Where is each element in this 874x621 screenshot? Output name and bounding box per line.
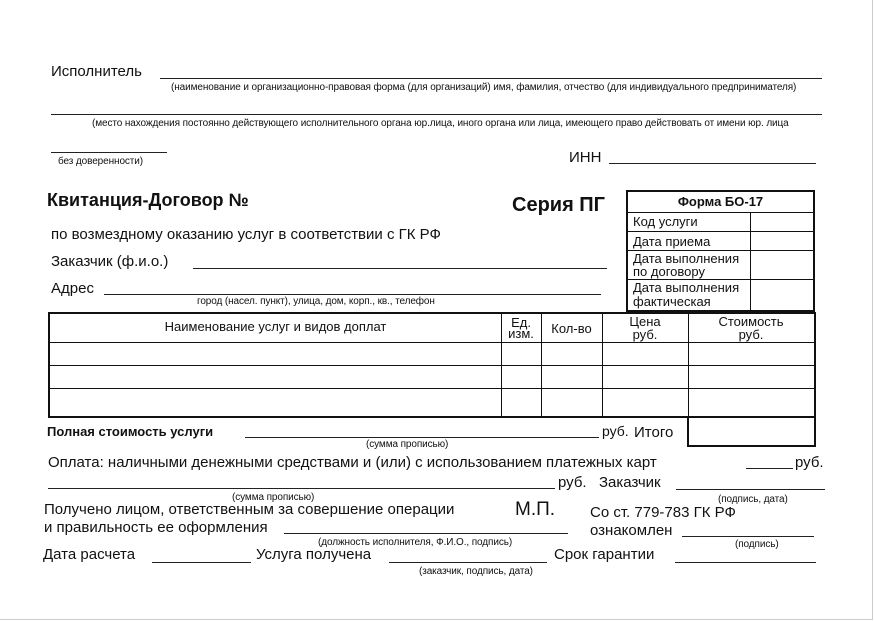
- customer-name-label: Заказчик (ф.и.о.): [51, 253, 169, 270]
- form-row-label: Дата выполнения: [633, 251, 740, 266]
- itogo-label: Итого: [634, 424, 674, 441]
- form-row-label-2: по договору: [633, 264, 705, 279]
- received-sign-field[interactable]: [284, 533, 568, 534]
- executor-label: Исполнитель: [51, 63, 142, 80]
- header-unit-2: изм.: [508, 326, 534, 341]
- payment-customer-sign-field[interactable]: [676, 489, 825, 490]
- form-row-label: Код услуги: [633, 214, 698, 229]
- full-cost-label: Полная стоимость услуги: [47, 424, 214, 439]
- full-cost-caption: (сумма прописью): [366, 439, 449, 450]
- payment-words-field[interactable]: [48, 488, 555, 489]
- law-sign-field[interactable]: [682, 536, 814, 537]
- received-line-2: и правильность ее оформления: [44, 519, 268, 536]
- row-divider: [50, 388, 814, 389]
- executor-location-caption: (место нахождения постоянно действующего исполнительного органа юр.лица, иного органа или лица, имеющего право действовать от имени юр. лица: [92, 118, 789, 129]
- service-received-field[interactable]: [389, 562, 547, 563]
- executor-name-line[interactable]: [160, 78, 822, 79]
- services-table: [48, 312, 816, 418]
- receipt-title: Квитанция-Договор №: [47, 190, 249, 210]
- address-caption: город (насел. пункт), улица, дом, корп., кв., телефон: [197, 296, 435, 307]
- form-row-planned-date[interactable]: [628, 251, 813, 280]
- form-row-service-code[interactable]: [628, 212, 813, 232]
- inn-label: ИНН: [569, 149, 602, 166]
- law-sign-caption: (подпись): [735, 539, 779, 550]
- subtitle: по возмездному оказанию услуг в соответствии с ГК РФ: [51, 226, 441, 243]
- form-row-accept-date[interactable]: [628, 232, 813, 251]
- header-divider: [50, 342, 814, 343]
- full-cost-rub: руб.: [602, 423, 629, 439]
- stamp-mp: М.П.: [515, 499, 556, 520]
- warranty-label: Срок гарантии: [554, 546, 655, 563]
- header-unit: Ед.: [511, 315, 531, 330]
- series-label: Серия ПГ: [512, 194, 606, 216]
- header-service-name: Наименование услуг и видов доплат: [164, 319, 387, 334]
- calc-date-label: Дата расчета: [43, 546, 136, 563]
- header-cost-2: руб.: [738, 327, 764, 342]
- payment-amount-field[interactable]: [746, 468, 793, 469]
- received-caption: (должность исполнителя, Ф.И.О., подпись): [318, 537, 513, 548]
- full-cost-field[interactable]: [245, 437, 599, 438]
- payment-text: Оплата: наличными денежными средствами и (или) с использованием платежных карт: [48, 454, 657, 471]
- payment-rub: руб.: [795, 454, 824, 471]
- payment-rub-2: руб.: [558, 474, 587, 491]
- executor-name-caption: (наименование и организационно-правовая форма (для организаций) имя, фамилия, отчество (для индивидуального предпринимателя): [171, 82, 797, 93]
- payment-sign-caption: (подпись, дата): [718, 494, 788, 505]
- row-divider: [50, 365, 814, 366]
- service-received-label: Услуга получена: [256, 546, 372, 563]
- address-label: Адрес: [51, 280, 94, 297]
- form-row-label-2: фактическая: [633, 294, 711, 309]
- form-bo17-box: [626, 190, 815, 312]
- address-field[interactable]: [104, 294, 601, 295]
- law-line-2: ознакомлен: [590, 522, 673, 539]
- itogo-box[interactable]: [687, 416, 816, 447]
- header-quantity: Кол-во: [551, 321, 592, 336]
- payment-customer-label: Заказчик: [599, 474, 661, 491]
- executor-location-line[interactable]: [51, 114, 822, 115]
- form-row-label: Дата выполнения: [633, 280, 740, 295]
- form-row-actual-date[interactable]: [628, 280, 813, 311]
- header-price-2: руб.: [632, 327, 658, 342]
- law-line-1: Со ст. 779-783 ГК РФ: [590, 504, 736, 521]
- executor-proxy-line[interactable]: [51, 152, 167, 153]
- received-line-1: Получено лицом, ответственным за совершение операции: [44, 501, 455, 518]
- payment-words-caption: (сумма прописью): [232, 492, 315, 503]
- header-price: Цена: [629, 314, 661, 329]
- executor-proxy-caption: без доверенности): [58, 156, 144, 167]
- customer-name-field[interactable]: [193, 268, 607, 269]
- warranty-field[interactable]: [675, 562, 816, 563]
- form-box-title: Форма БО-17: [628, 192, 813, 213]
- service-received-caption: (заказчик, подпись, дата): [419, 566, 533, 577]
- form-row-label: Дата приема: [633, 234, 711, 249]
- inn-field[interactable]: [609, 163, 816, 164]
- header-cost: Стоимость: [718, 314, 784, 329]
- calc-date-field[interactable]: [152, 562, 251, 563]
